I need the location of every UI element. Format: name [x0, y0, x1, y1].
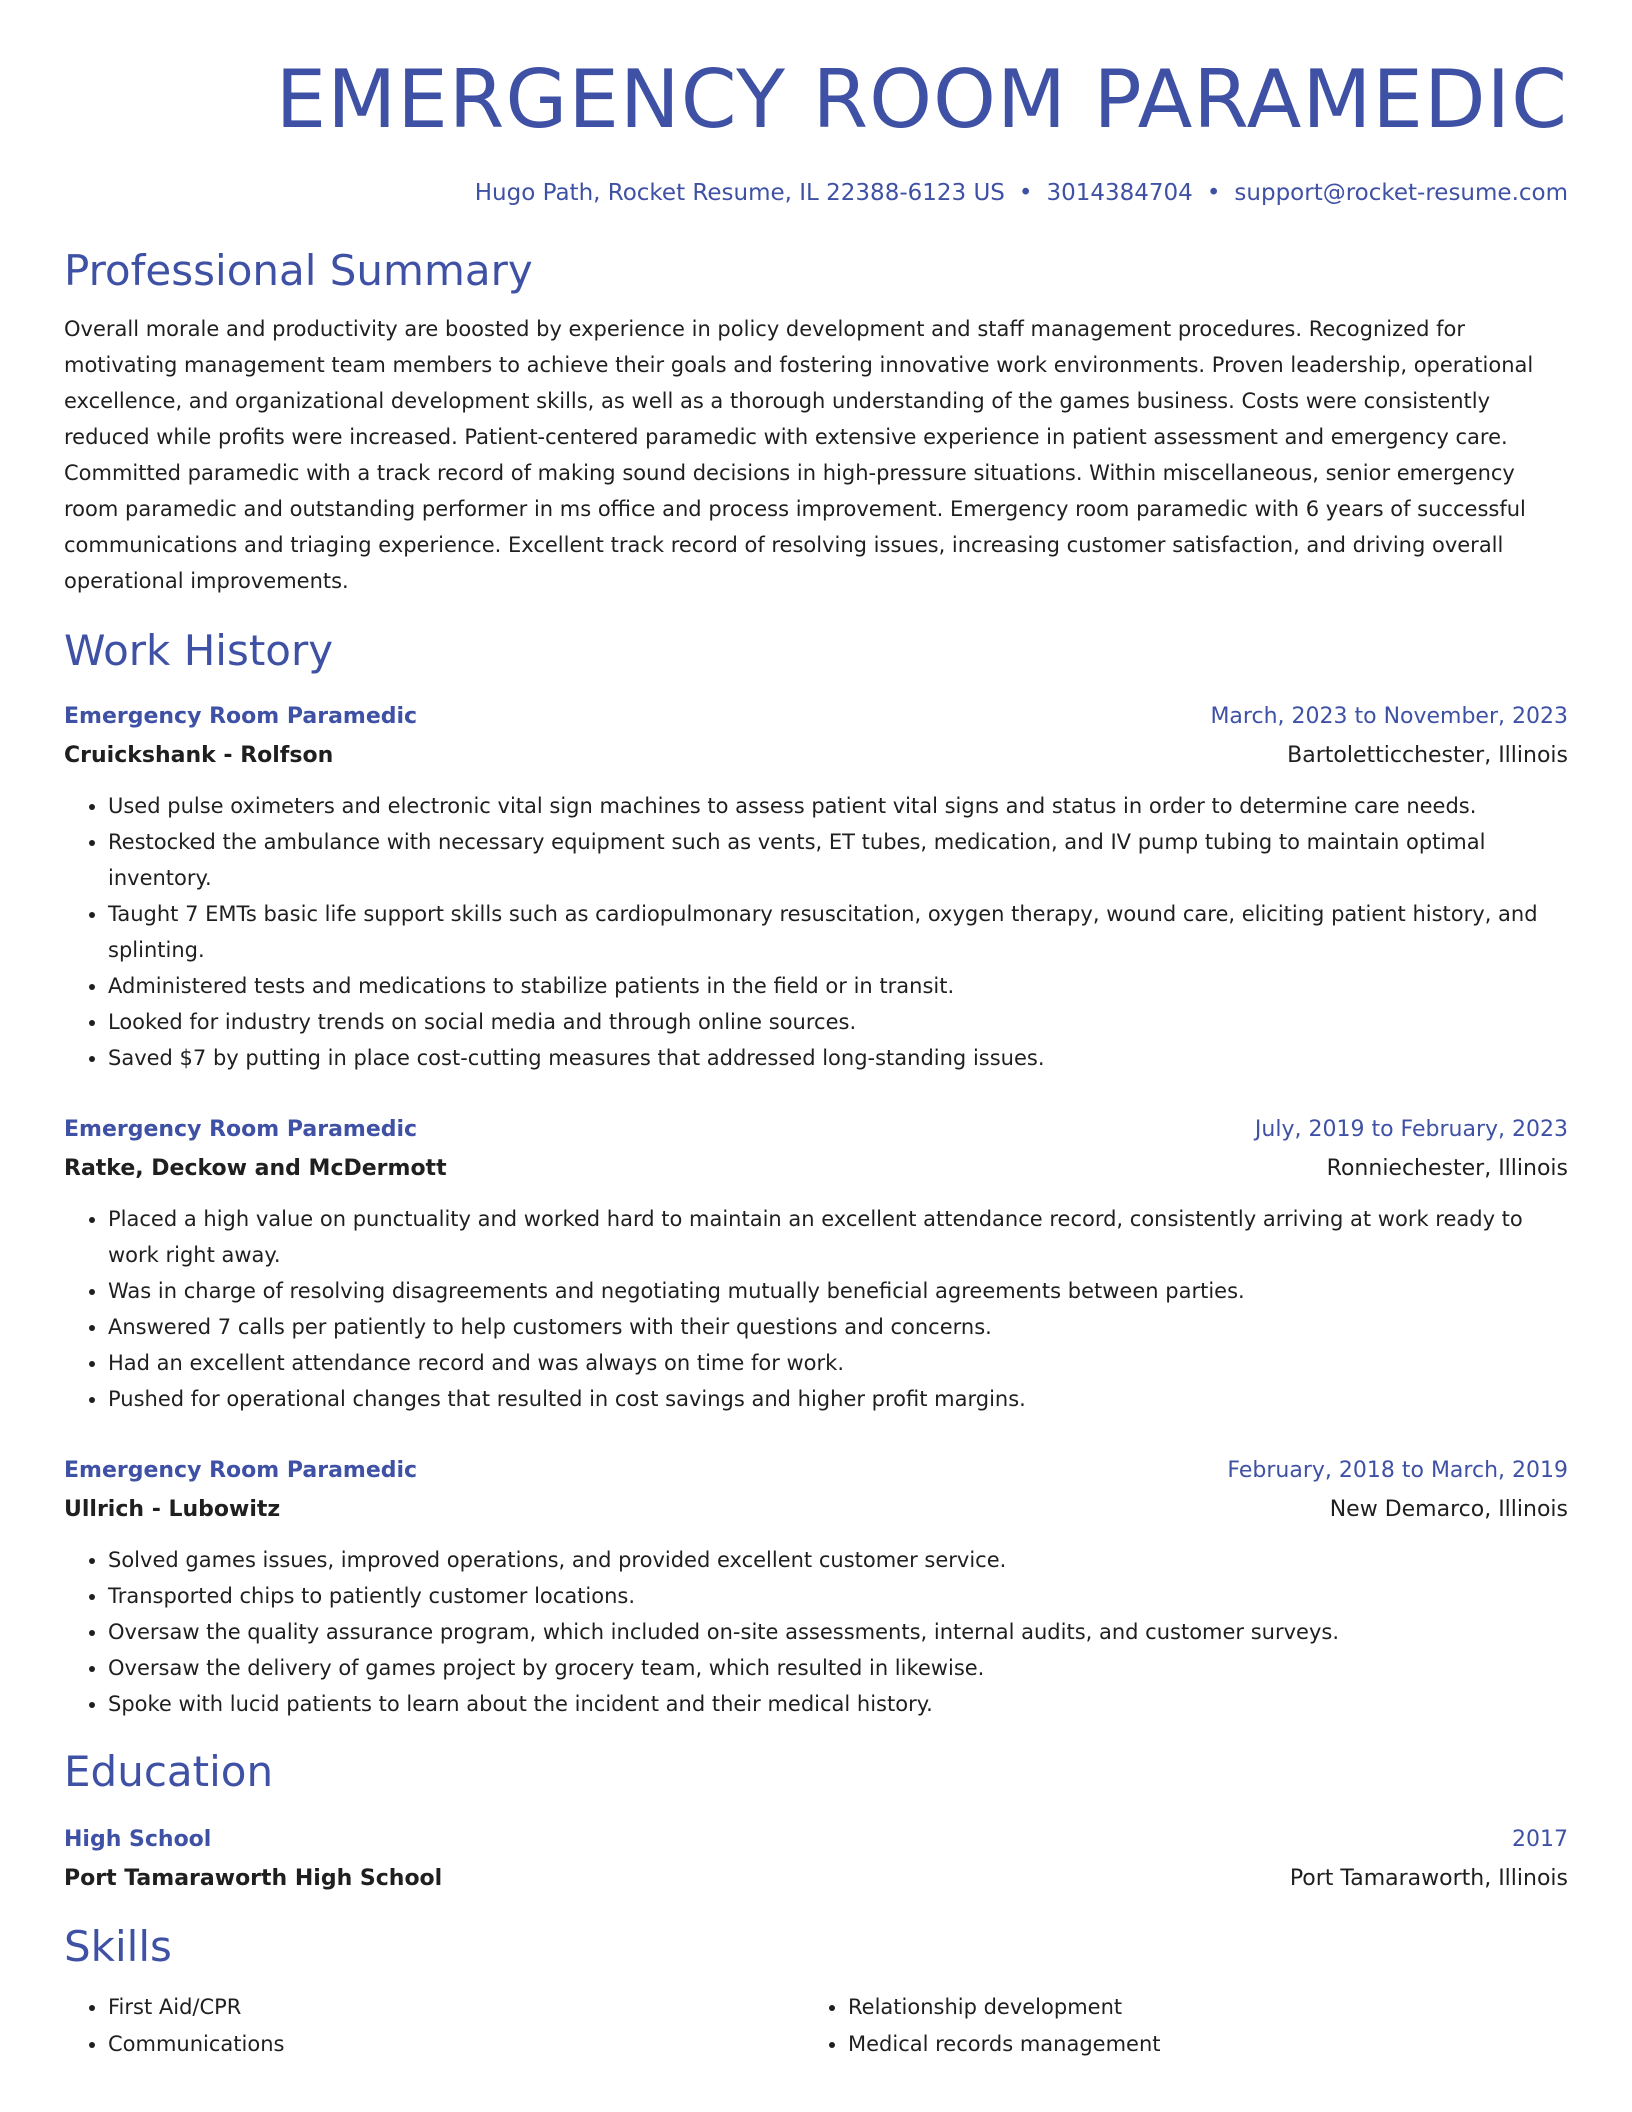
job-location: Ronniechester, Illinois — [1326, 1156, 1568, 1181]
contact-separator: • — [1206, 180, 1221, 206]
education-header — [64, 1824, 1568, 1856]
skill-item: • Relationship development — [848, 1989, 1161, 2026]
contact-address: Hugo Path, Rocket Resume, IL 22388-6123 US — [474, 180, 1005, 206]
job-title: Emergency Room Paramedic — [64, 704, 418, 729]
contact-line — [64, 178, 1568, 208]
job-bullet: • Had an excellent attendance record and was always on time for work. — [108, 1345, 1568, 1381]
summary-text: Overall morale and productivity are boosted by experience in policy development and staff management procedures. Recognized for motivating management team members to achieve their goals and fostering innovative work environments. Proven leadership, operational excellence, and organizational development skills, as well as a thorough understanding of the games business. Costs were consistently reduced while profits were increased. Patient-centered paramedic with extensive experience in patient assessment and emergency care. Committed paramedic with a track record of making sound decisions in high-pressure situations. Within miscellaneous, senior emergency room paramedic and outstanding performer in ms office and process improvement. Emergency room paramedic with 6 years of successful communications and triaging experience. Excellent track record of resolving issues, increasing customer satisfaction, and driving overall operational improvements. — [64, 317, 1534, 593]
education-degree: High School — [64, 1827, 212, 1852]
job-dates: March, 2023 to November, 2023 — [1210, 704, 1568, 729]
skill-item: • First Aid/CPR — [108, 1989, 804, 2026]
work-history-heading: Work History — [64, 626, 334, 675]
job-bullet: • Transported chips to patiently customer locations. — [108, 1578, 1568, 1614]
education-entry — [64, 1824, 1568, 1895]
skills-column-right — [804, 1989, 1161, 2063]
job-bullet: • Looked for industry trends on social media and through online sources. — [108, 1004, 1568, 1040]
job-dates: July, 2019 to February, 2023 — [1254, 1117, 1568, 1142]
job-bullet: • Answered 7 calls per patiently to help customers with their questions and concerns. — [108, 1309, 1568, 1345]
skill-item: • Communications — [108, 2026, 804, 2063]
job-entry — [64, 701, 1568, 1076]
job-bullet: • Taught 7 EMTs basic life support skills such as cardiopulmonary resuscitation, oxygen therapy, wound care, eliciting patient history, and splinting. — [108, 896, 1568, 968]
job-bullets — [64, 788, 1568, 1076]
job-header — [64, 1114, 1568, 1146]
job-bullets — [64, 1201, 1568, 1417]
contact-phone: 3014384704 — [1046, 180, 1193, 206]
skills-heading: Skills — [64, 1922, 172, 1971]
summary-heading: Professional Summary — [64, 246, 533, 295]
job-location: Bartoletticchester, Illinois — [1287, 743, 1568, 768]
job-title: Emergency Room Paramedic — [64, 1458, 418, 1483]
job-entry — [64, 1114, 1568, 1417]
job-bullets — [64, 1542, 1568, 1722]
job-header — [64, 701, 1568, 733]
job-company: Ullrich - Lubowitz — [64, 1497, 281, 1522]
job-location: New Demarco, Illinois — [1329, 1497, 1568, 1522]
job-entry — [64, 1455, 1568, 1722]
job-company: Ratke, Deckow and McDermott — [64, 1156, 447, 1181]
skills-list — [64, 1989, 1568, 2063]
education-school: Port Tamaraworth High School — [64, 1866, 443, 1891]
job-employer-row — [64, 1153, 1568, 1185]
job-bullet: • Spoke with lucid patients to learn about the incident and their medical history. — [108, 1686, 1568, 1722]
contact-separator: • — [1018, 180, 1033, 206]
job-bullet: • Pushed for operational changes that resulted in cost savings and higher profit margins. — [108, 1381, 1568, 1417]
skill-item: • Medical records management — [848, 2026, 1161, 2063]
job-employer-row — [64, 740, 1568, 772]
job-title: Emergency Room Paramedic — [64, 1117, 418, 1142]
contact-email: support@rocket-resume.com — [1234, 180, 1568, 206]
skills-column-left — [64, 1989, 804, 2063]
job-bullet: • Saved $7 by putting in place cost-cutting measures that addressed long-standing issues. — [108, 1040, 1568, 1076]
job-dates: February, 2018 to March, 2019 — [1227, 1458, 1568, 1483]
education-location: Port Tamaraworth, Illinois — [1289, 1866, 1568, 1891]
job-bullet: • Administered tests and medications to stabilize patients in the field or in transit. — [108, 968, 1568, 1004]
job-employer-row — [64, 1494, 1568, 1526]
job-header — [64, 1455, 1568, 1487]
education-year: 2017 — [1512, 1827, 1568, 1852]
job-bullet: • Oversaw the delivery of games project by grocery team, which resulted in likewise. — [108, 1650, 1568, 1686]
job-company: Cruickshank - Rolfson — [64, 743, 334, 768]
job-bullet: • Was in charge of resolving disagreements and negotiating mutually beneficial agreements between parties. — [108, 1273, 1568, 1309]
education-heading: Education — [64, 1747, 274, 1796]
job-bullet: • Oversaw the quality assurance program, which included on-site assessments, internal audits, and customer surveys. — [108, 1614, 1568, 1650]
job-bullet: • Placed a high value on punctuality and worked hard to maintain an excellent attendance record, consistently arriving at work ready to work right away. — [108, 1201, 1568, 1273]
job-bullet: • Solved games issues, improved operations, and provided excellent customer service. — [108, 1542, 1568, 1578]
resume-title: EMERGENCY ROOM PARAMEDIC — [275, 53, 1568, 146]
job-bullet: • Restocked the ambulance with necessary equipment such as vents, ET tubes, medication, and IV pump tubing to maintain optimal inventory. — [108, 824, 1568, 896]
education-school-row — [64, 1863, 1568, 1895]
job-bullet: • Used pulse oximeters and electronic vital sign machines to assess patient vital signs and status in order to determine care needs. — [108, 788, 1568, 824]
